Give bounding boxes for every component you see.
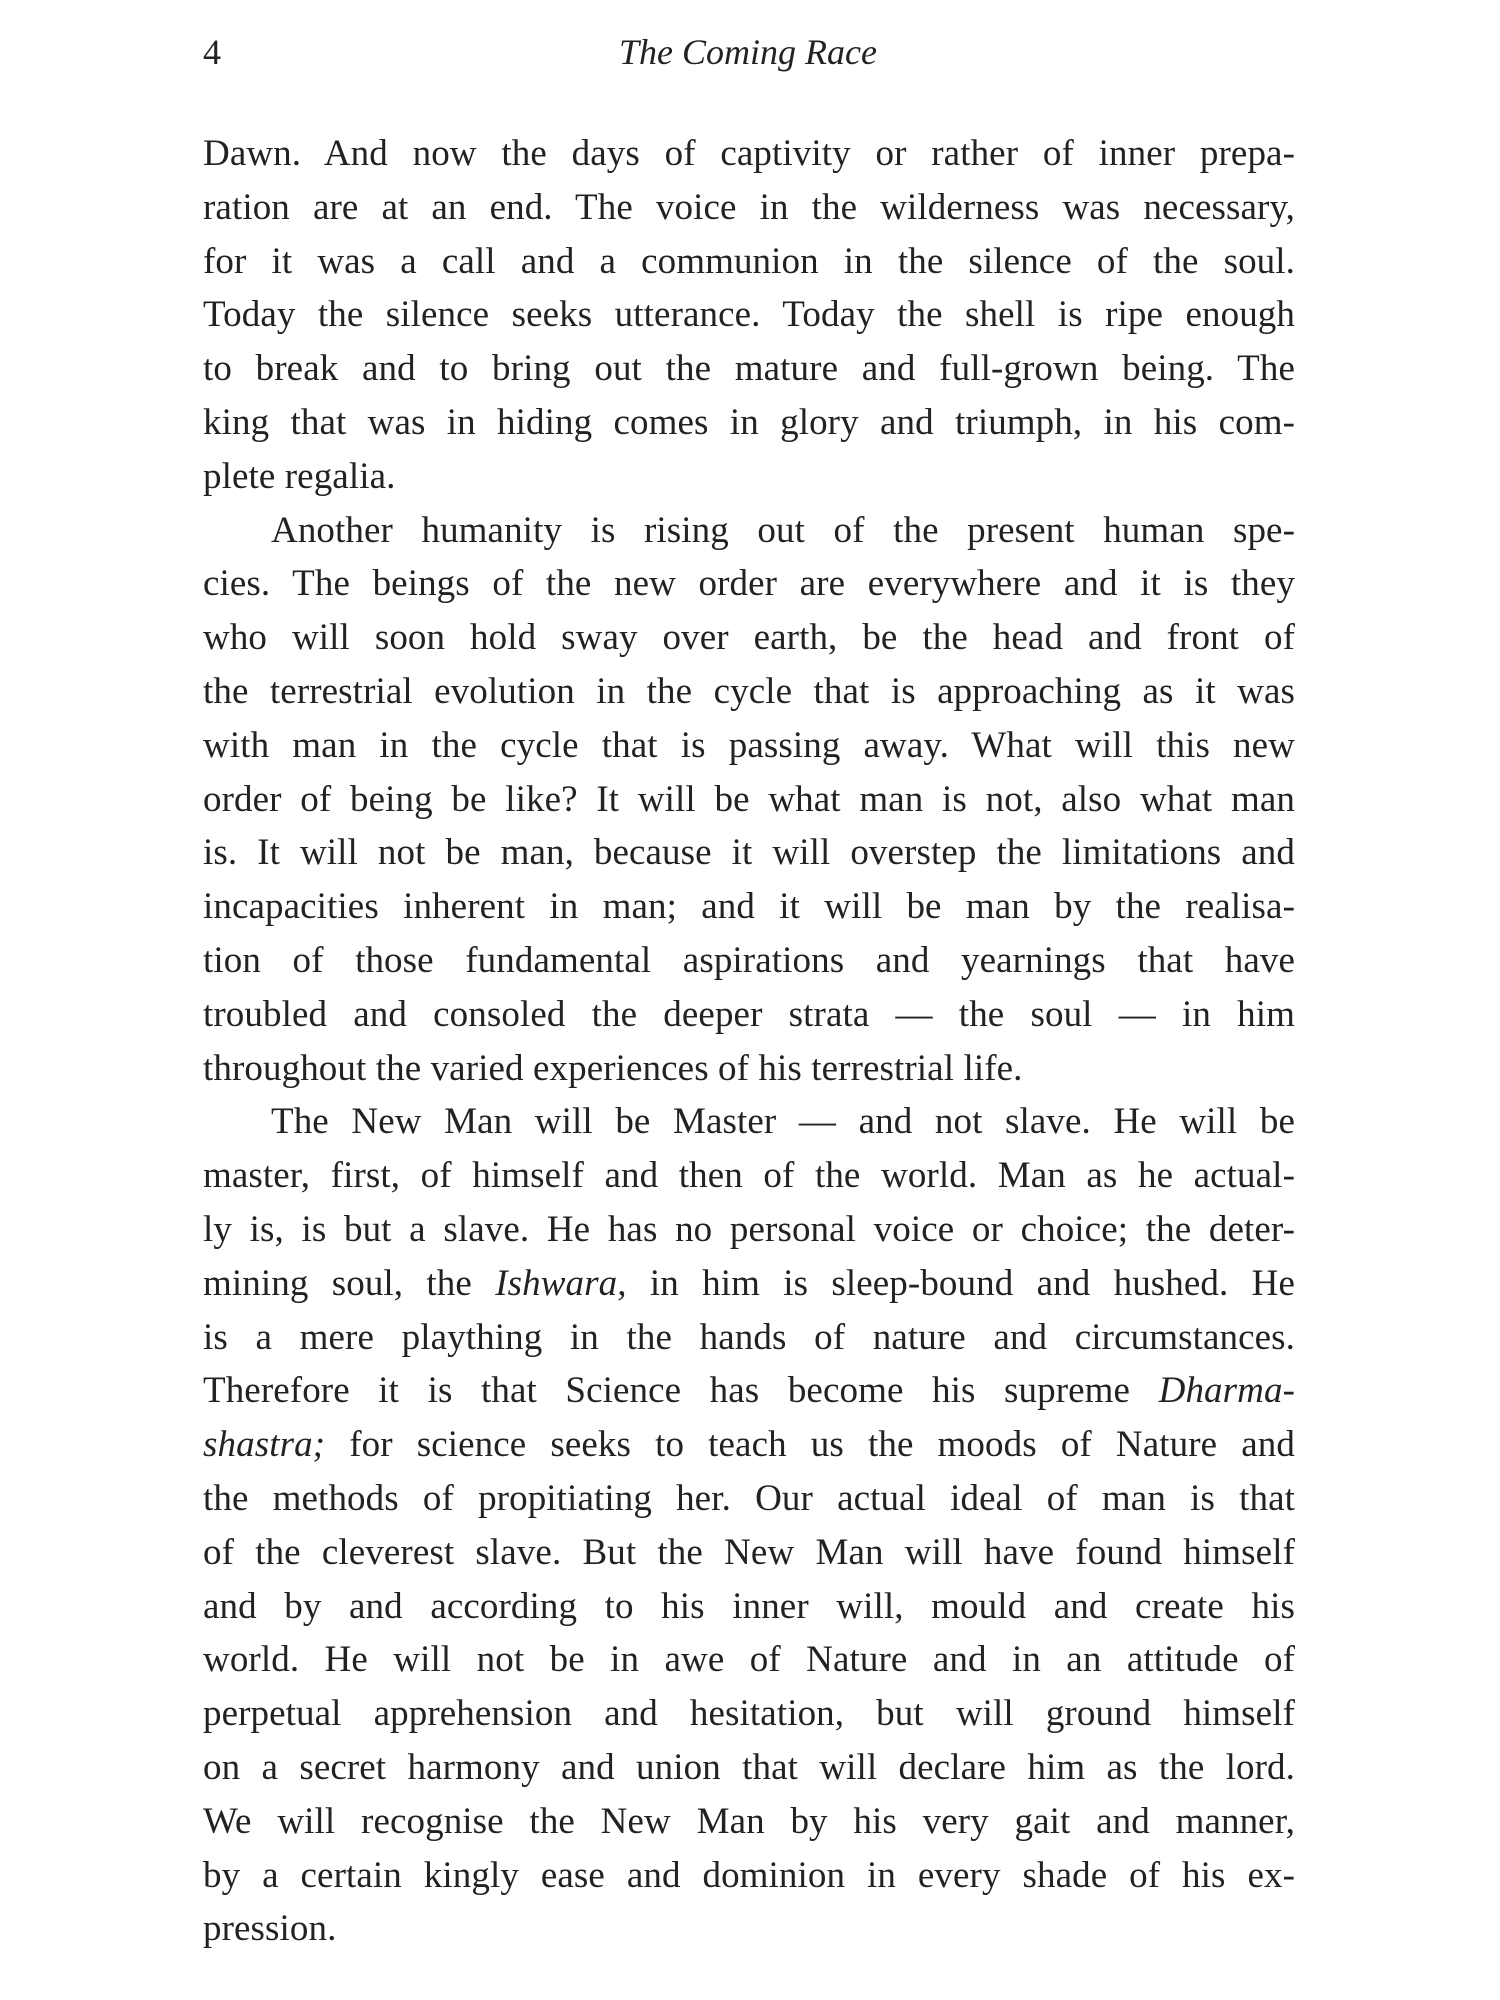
text-line: master, first, of himself and then of the world. Man as he actual- (203, 1155, 1295, 1197)
text-line: the terrestrial evolution in the cycle that is approaching as it was (203, 670, 1295, 712)
text-line: Another humanity is rising out of the present human spe- (271, 509, 1295, 551)
text-line: by a certain kingly ease and dominion in every shade of his ex- (203, 1854, 1295, 1896)
text-line: king that was in hiding comes in glory and triumph, in his com- (203, 401, 1295, 443)
text-line: perpetual apprehension and hesitation, but will ground himself (203, 1693, 1295, 1735)
text-line: We will recognise the New Man by his very gait and manner, (203, 1800, 1295, 1842)
running-title: The Coming Race (619, 32, 877, 72)
italic-term: shastra; (203, 1424, 326, 1466)
text-line: the methods of propitiating her. Our actual ideal of man is that (203, 1477, 1295, 1519)
text-line: troubled and consoled the deeper strata — the soul — in him (203, 993, 1295, 1035)
text-line: order of being be like? It will be what man is not, also what man (203, 778, 1295, 820)
text-line: for it was a call and a communion in the silence of the soul. (203, 240, 1295, 282)
text-line: ration are at an end. The voice in the wilderness was necessary, (203, 186, 1295, 228)
text-line: pression. (203, 1908, 337, 1950)
text-line: Therefore it is that Science has become his supreme Dharma- (203, 1370, 1295, 1412)
page-number: 4 (203, 32, 221, 72)
text-line: shastra; for science seeks to teach us the moods of Nature and (203, 1424, 1295, 1466)
text-line: is a mere plaything in the hands of nature and circumstances. (203, 1316, 1295, 1358)
text-line: The New Man will be Master — and not slave. He will be (271, 1101, 1295, 1143)
text-line: who will soon hold sway over earth, be the head and front of (203, 617, 1295, 659)
text-line: plete regalia. (203, 455, 396, 497)
running-head (203, 22, 1293, 82)
text-line: and by and according to his inner will, mould and create his (203, 1585, 1295, 1627)
text-line: Dawn. And now the days of captivity or rather of inner prepa- (203, 133, 1295, 174)
text-line: ly is, is but a slave. He has no personal voice or choice; the deter- (203, 1208, 1295, 1250)
text-line: tion of those fundamental aspirations and yearnings that have (203, 939, 1295, 981)
text-line: of the cleverest slave. But the New Man will have found himself (203, 1531, 1295, 1573)
text-line: is. It will not be man, because it will overstep the limitations and (203, 832, 1295, 874)
text-line: Today the silence seeks utterance. Today the shell is ripe enough (203, 294, 1295, 336)
italic-term: Dharma- (1158, 1370, 1295, 1412)
text-line: throughout the varied experiences of his terrestrial life. (203, 1047, 1023, 1089)
text-line: mining soul, the Ishwara, in him is sleep-bound and hushed. He (203, 1262, 1295, 1304)
italic-term: Ishwara, (495, 1262, 627, 1304)
text-line: world. He will not be in awe of Nature and in an attitude of (203, 1639, 1295, 1681)
body-text (203, 127, 1295, 1956)
text-line: with man in the cycle that is passing away. What will this new (203, 724, 1295, 766)
text-line: on a secret harmony and union that will declare him as the lord. (203, 1746, 1295, 1788)
text-line: cies. The beings of the new order are everywhere and it is they (203, 563, 1295, 605)
text-line: to break and to bring out the mature and full-grown being. The (203, 348, 1295, 390)
text-line: incapacities inherent in man; and it will be man by the realisa- (203, 886, 1295, 928)
